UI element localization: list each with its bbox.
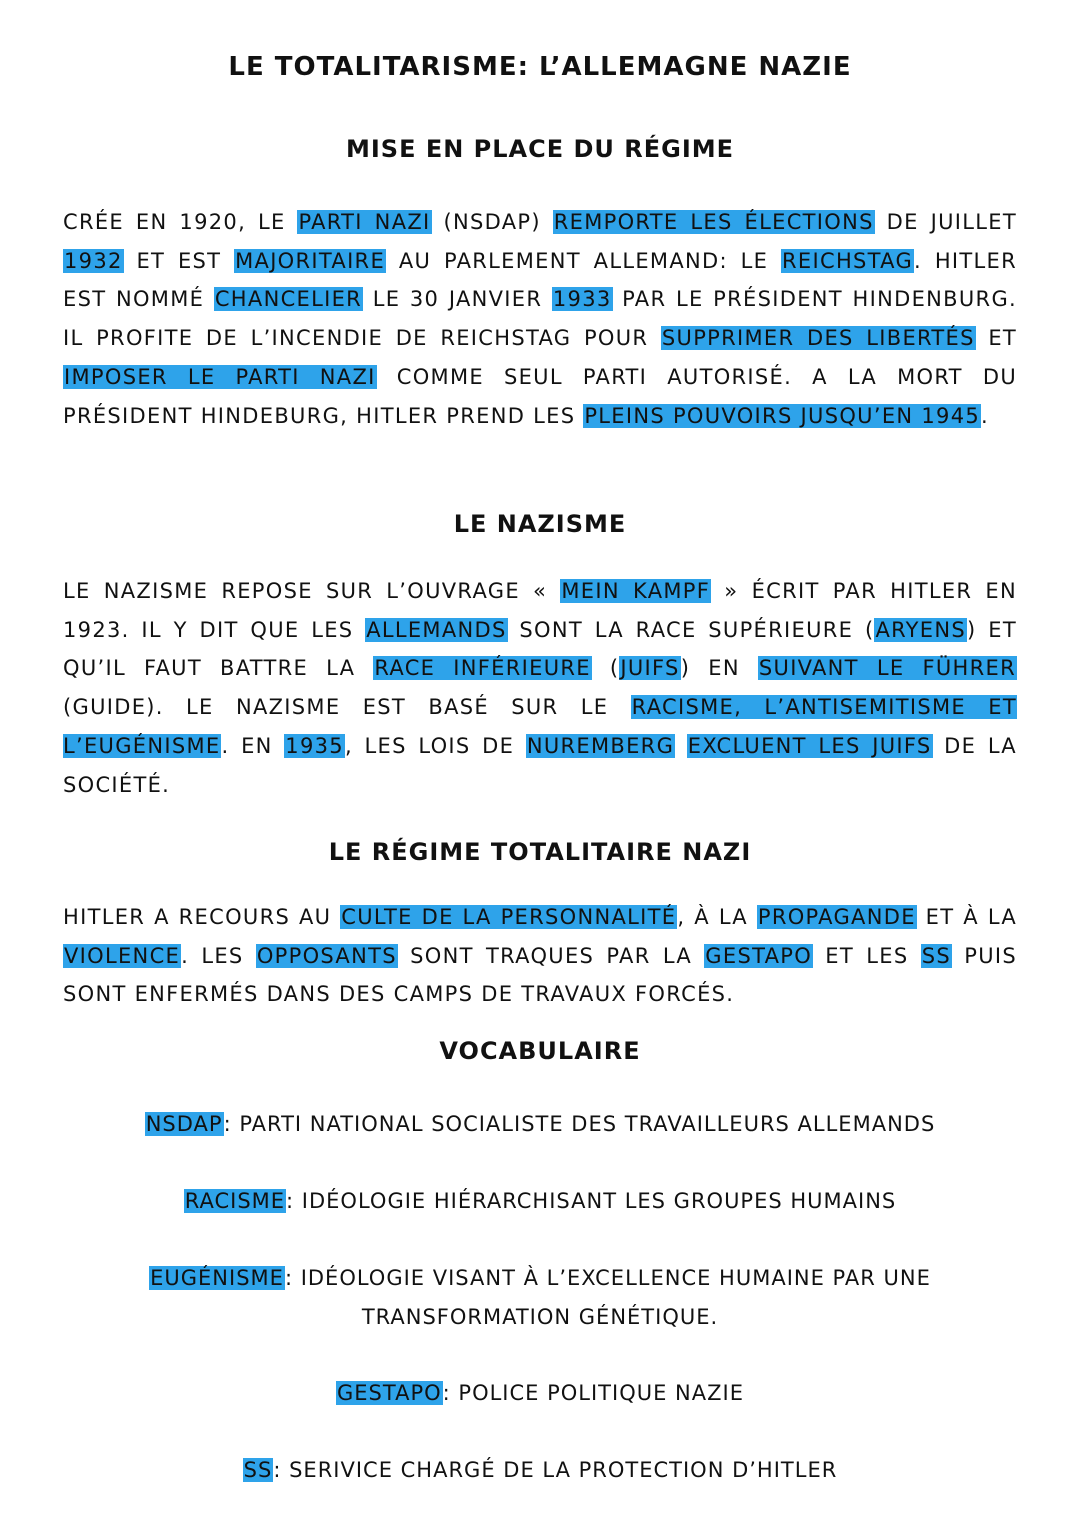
section-heading-regime: MISE EN PLACE DU RÉGIME: [345, 135, 735, 163]
highlighted-term: ARYENS: [875, 617, 967, 642]
vocabulary-heading: VOCABULAIRE: [439, 1037, 641, 1065]
paragraph-text: (NSDAP): [431, 210, 553, 234]
vocab-term: EUGÉNISME: [150, 1266, 284, 1290]
page-title: LE TOTALITARISME: L’ALLEMAGNE NAZIE: [228, 52, 852, 82]
vocab-definition: : PARTI NATIONAL SOCIALISTE DES TRAVAILLEURS ALLEMANDS: [223, 1112, 936, 1136]
paragraph-text: . HITLER EST NOMMÉ: [63, 248, 1018, 312]
paragraph-text: , LES LOIS DE: [344, 733, 526, 758]
vocab-entry: [60, 1374, 1020, 1413]
paragraph-text: [675, 734, 687, 758]
highlighted-term: VIOLENCE: [64, 943, 181, 968]
paragraph-text: SONT TRAQUES PAR LA: [397, 943, 705, 968]
section-heading-totalitaire: LE RÉGIME TOTALITAIRE NAZI: [328, 838, 752, 866]
vocab-definition: : SERIVICE CHARGÉ DE LA PROTECTION D’HITLER: [273, 1458, 838, 1482]
paragraph-text: COMME SEUL PARTI AUTORISÉ. A LA MORT DU PRÉSIDENT HINDEBURG, HITLER PREND LES: [63, 364, 1018, 428]
highlighted-term: RACISME, L’ANTISEMITISME ET L’EUGÉNISME: [63, 695, 1017, 758]
highlighted-term: RACE INFÉRIEURE: [374, 656, 591, 681]
paragraph-text: , À LA: [677, 905, 757, 929]
section-heading-nazisme: LE NAZISME: [453, 510, 627, 538]
paragraph-text: LE NAZISME REPOSE SUR L’OUVRAGE «: [63, 579, 561, 603]
highlighted-term: ALLEMANDS: [366, 617, 507, 642]
paragraph-text: ET EST: [123, 248, 235, 273]
paragraph-text: AU PARLEMENT ALLEMAND: LE: [386, 248, 782, 273]
highlighted-term: EXCLUENT LES JUIFS: [687, 733, 932, 758]
paragraph-text: ET: [975, 326, 1018, 351]
paragraph-text: PUIS SONT ENFERMÉS DANS DES CAMPS DE TRAVAUX FORCÉS.: [63, 943, 1018, 1007]
highlighted-term: 1935: [285, 733, 344, 758]
highlighted-term: REICHSTAG: [782, 248, 914, 273]
paragraph-text: . EN: [221, 733, 285, 758]
highlighted-term: 1933: [552, 287, 612, 312]
highlighted-term: NUREMBERG: [526, 733, 675, 758]
paragraph-text: ) EN: [680, 656, 758, 681]
vocab-term: GESTAPO: [337, 1381, 442, 1405]
highlighted-term: 1932: [64, 248, 123, 273]
paragraph-text: HITLER A RECOURS AU: [63, 905, 341, 929]
vocab-term: NSDAP: [145, 1112, 223, 1136]
highlighted-term: PARTI NAZI: [298, 210, 431, 234]
paragraph-text: SONT LA RACE SUPÉRIEURE (: [507, 617, 875, 642]
paragraph-text: (: [591, 656, 620, 681]
vocab-entry: [60, 1259, 1020, 1336]
paragraph-text: » ÉCRIT PAR HITLER EN 1923. IL Y DIT QUE LES: [63, 579, 1018, 642]
highlighted-term: CULTE DE LA PERSONNALITÉ: [341, 905, 677, 929]
highlighted-term: GESTAPO: [705, 943, 813, 968]
vocab-entry: [60, 1105, 1020, 1144]
highlighted-term: MEIN KAMPF: [561, 579, 711, 603]
highlighted-term: JUIFS: [620, 656, 680, 681]
vocab-entry: [60, 1451, 1020, 1490]
paragraph-text: . LES: [181, 943, 256, 968]
paragraph-text: (GUIDE). LE NAZISME EST BASÉ SUR LE: [63, 695, 631, 720]
highlighted-term: PLEINS POUVOIRS JUSQU’EN 1945: [584, 403, 981, 428]
paragraph-text: CRÉE EN 1920, LE: [63, 210, 298, 234]
paragraph-text: ET LES: [813, 943, 921, 968]
paragraph-text: DE JUILLET: [874, 210, 1017, 234]
highlighted-term: REMPORTE LES ÉLECTIONS: [553, 210, 874, 234]
paragraph-text: ) ET QU’IL FAUT BATTRE LA: [63, 617, 1017, 681]
paragraph-regime: [63, 203, 1017, 435]
highlighted-term: SS: [921, 943, 951, 968]
highlighted-term: MAJORITAIRE: [235, 248, 386, 273]
paragraph-text: PAR LE PRÉSIDENT HINDENBURG. IL PROFITE DE L’INCENDIE DE REICHSTAG POUR: [63, 287, 1017, 351]
vocab-term: SS: [243, 1458, 273, 1482]
paragraph-totalitaire: [63, 898, 1017, 1014]
paragraph-text: DE LA SOCIÉTÉ.: [63, 733, 1017, 797]
vocab-term: RACISME: [184, 1189, 286, 1213]
paragraph-nazisme: [63, 572, 1017, 804]
highlighted-term: OPPOSANTS: [256, 943, 397, 968]
vocab-definition: : IDÉOLOGIE VISANT À L’EXCELLENCE HUMAINE PAR UNE TRANSFORMATION GÉNÉTIQUE.: [284, 1266, 931, 1329]
paragraph-text: ET À LA: [916, 905, 1017, 929]
highlighted-term: PROPAGANDE: [757, 905, 916, 929]
highlighted-term: CHANCELIER: [214, 287, 363, 312]
vocab-definition: : POLICE POLITIQUE NAZIE: [442, 1381, 744, 1405]
vocab-entry: [60, 1182, 1020, 1221]
vocab-definition: : IDÉOLOGIE HIÉRARCHISANT LES GROUPES HUMAINS: [286, 1189, 897, 1213]
paragraph-text: .: [981, 403, 989, 428]
highlighted-term: SUIVANT LE FÜHRER: [758, 656, 1016, 681]
highlighted-term: IMPOSER LE PARTI NAZI: [64, 364, 376, 389]
highlighted-term: SUPPRIMER DES LIBERTÉS: [661, 326, 975, 351]
paragraph-text: LE 30 JANVIER: [363, 287, 552, 312]
